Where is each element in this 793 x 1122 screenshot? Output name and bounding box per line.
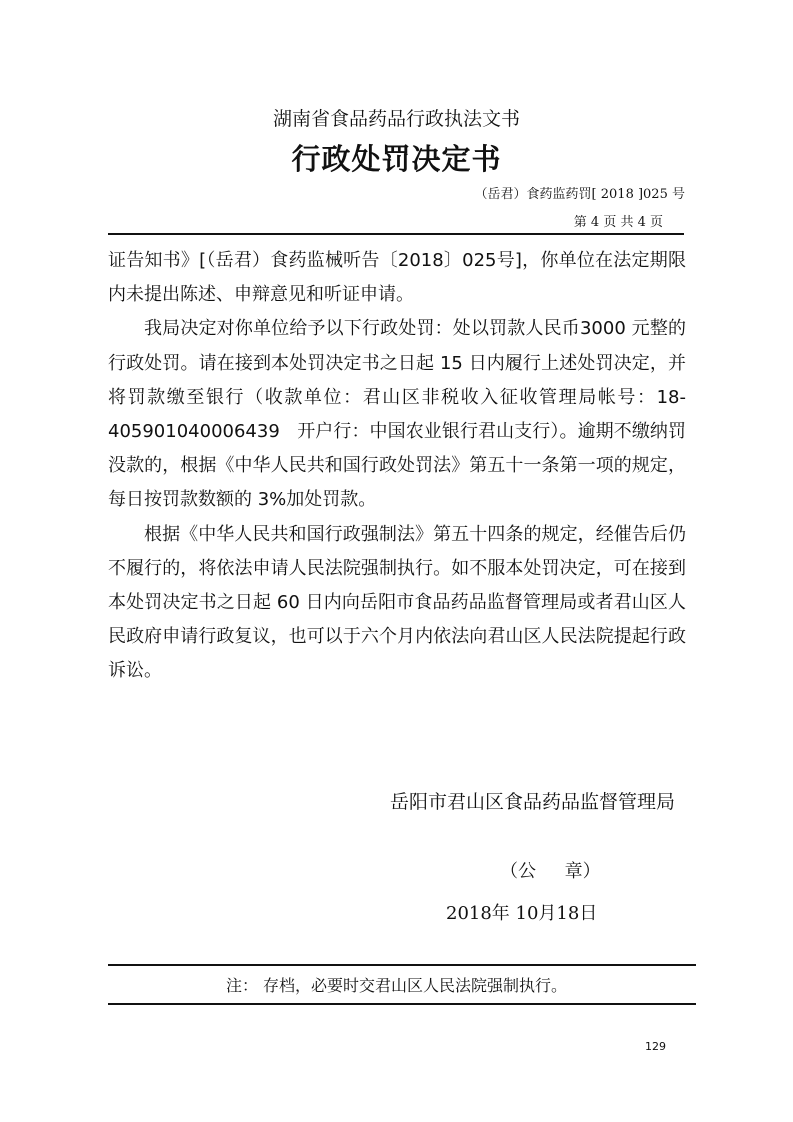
page-number: 129 [645,1040,666,1053]
body-paragraph: 证告知书》[（岳君）食药监械听告〔2018〕025号]，你单位在法定期限内未提出陈述、申辩意见和听证申请。 [108,250,686,306]
body-paragraph: 根据《中华人民共和国行政强制法》第五十四条的规定，经催告后仍不履行的，将依法申请人民法院强制执行。如不服本处罚决定，可在接到本处罚决定书之日起 60 日内向岳阳市食品药品监督管理局或者君山区人民政府申请行政复议，也可以于六个月内依法向君山区人民法院提起行政诉讼。 [108,523,686,682]
body-paragraph: 我局决定对你单位给予以下行政处罚：处以罚款人民币3000 元整的行政处罚。请在接到本处罚决定书之日起 15 日内履行上述处罚决定，并将罚款缴至银行（收款单位：君山区非税收入征收管理局帐号：18-405901040006439 开户行：中国农业银行君山支行）。逾期不缴纳罚没款的，根据《中华人民共和国行政处罚法》第五十一条第一项的规定，每日按罚款数额的 3%加处罚款。 [108,318,686,511]
footer-divider-bottom [108,1003,696,1005]
footer-divider-top [108,964,696,966]
document-body [108,244,686,689]
page-indicator: 第 4 页 共 4 页 [573,215,663,230]
document-number: （岳君）食药监药罚[ 2018 ]025 号 [474,187,685,202]
issuing-authority: 岳阳市君山区食品药品监督管理局 [389,791,675,813]
org-title: 湖南省食品药品行政执法文书 [272,108,520,130]
document-title: 行政处罚决定书 [291,142,502,176]
official-seal-label: （公 章） [500,861,601,882]
footer-note: 注： 存档，必要时交君山区人民法院强制执行。 [225,976,568,995]
header-divider [108,233,684,235]
issue-date: 2018年 10月18日 [446,903,598,924]
